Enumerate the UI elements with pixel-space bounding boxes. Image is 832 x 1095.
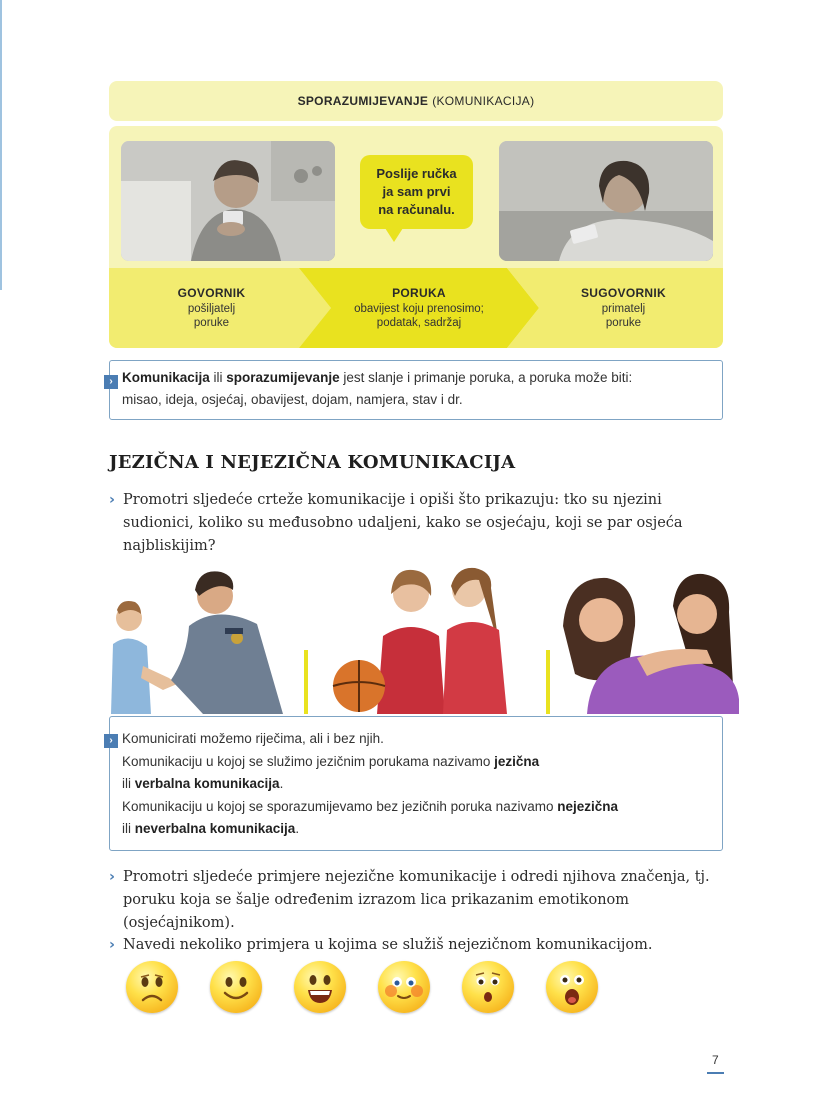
step-message-line2: podatak, sadržaj bbox=[376, 317, 462, 329]
smiling-face-icon bbox=[210, 961, 262, 1013]
speech-bubble bbox=[360, 155, 473, 229]
panel-title bbox=[109, 81, 723, 121]
bullet-own-examples bbox=[109, 934, 719, 957]
definition-text-2: jest slanje i primanje poruka, a poruka može biti: bbox=[339, 370, 633, 385]
box2-line-1: Komunicirati možemo riječima, ali i bez njih. bbox=[122, 731, 384, 746]
box2-line-3: ili bbox=[122, 776, 135, 791]
panel-title-rest: (KOMUNIKACIJA) bbox=[432, 94, 535, 108]
chevron-right-icon: › bbox=[104, 375, 118, 389]
bullet-chevron-icon: › bbox=[109, 937, 115, 953]
definition-term-1: Komunikacija bbox=[122, 370, 210, 385]
blushing-face-icon bbox=[378, 961, 430, 1013]
step-message bbox=[314, 268, 524, 348]
box2-line-5-end: . bbox=[295, 821, 300, 836]
section-heading: JEZIČNA I NEJEZIČNA KOMUNIKACIJA bbox=[109, 452, 516, 473]
definition-box bbox=[109, 360, 723, 420]
bullet-nonverbal-text: Promotri sljedeće primjere nejezične komunikacije i odredi njihova značenja, tj. poruku koja se šalje određenim izrazom lica prikazanim emotikonom (osjećajnikom). bbox=[123, 869, 710, 931]
term-jezicna: jezična bbox=[494, 753, 540, 769]
speech-bubble-tail bbox=[385, 228, 403, 242]
step-listener bbox=[524, 268, 723, 348]
sad-face-icon bbox=[126, 961, 178, 1013]
bullet-own-examples-text: Navedi nekoliko primjera u kojima se služiš nejezičnom komunikacijom. bbox=[123, 937, 653, 953]
box2-line-5: ili bbox=[122, 821, 135, 836]
surprised-face-icon bbox=[462, 961, 514, 1013]
shocked-face-icon bbox=[546, 961, 598, 1013]
bullet-observe-text: Promotri sljedeće crteže komunikacije i opiši što prikazuju: tko su njezini sudionici, koliko su međusobno udaljeni, kako se osjećaju, koji se par osjeća najbliskijim? bbox=[123, 492, 683, 554]
term-neverbalna-komunikacija: neverbalna komunikacija bbox=[134, 821, 296, 836]
definition-text-1: ili bbox=[209, 370, 227, 385]
term-verbalna-komunikacija: verbalna komunikacija bbox=[134, 776, 280, 791]
communication-photos bbox=[107, 566, 739, 714]
term-nejezicna: nejezična bbox=[557, 798, 618, 814]
bullet-chevron-icon: › bbox=[109, 869, 115, 885]
definition-term-2: sporazumijevanje bbox=[226, 370, 340, 385]
bullet-observe-drawings bbox=[109, 489, 719, 558]
step-speaker-line1: pošiljatelj bbox=[187, 303, 236, 315]
bullet-nonverbal-examples bbox=[109, 866, 719, 935]
panel-title-bold: SPORAZUMIJEVANJE bbox=[297, 94, 429, 108]
grinning-face-icon bbox=[294, 961, 346, 1013]
step-listener-line1: primatelj bbox=[601, 303, 646, 315]
hugging-photo bbox=[563, 574, 739, 714]
step-speaker bbox=[109, 268, 314, 348]
step-listener-head: SUGOVORNIK bbox=[580, 286, 666, 300]
handshake-photo bbox=[111, 571, 283, 714]
step-message-head: PORUKA bbox=[392, 286, 446, 300]
bullet-chevron-icon: › bbox=[109, 492, 115, 508]
page-number-rule bbox=[707, 1072, 724, 1074]
box2-line-3-end: . bbox=[279, 776, 284, 791]
communication-steps bbox=[109, 268, 723, 348]
page-number: 7 bbox=[712, 1053, 719, 1067]
verbal-nonverbal-text bbox=[122, 728, 714, 841]
step-message-line1: obavijest koju prenosimo; bbox=[354, 303, 484, 315]
definition-line-2: misao, ideja, osjećaj, obavijest, dojam, namjera, stav i dr. bbox=[122, 392, 463, 407]
speech-bubble-text: Poslije ručka ja sam prvi na računalu. bbox=[376, 166, 457, 217]
girls-basketball-photo bbox=[333, 568, 507, 714]
step-speaker-line2: poruke bbox=[193, 317, 230, 329]
verbal-nonverbal-box bbox=[109, 716, 723, 851]
step-speaker-head: GOVORNIK bbox=[177, 286, 246, 300]
speaker-photo bbox=[121, 141, 335, 261]
step-listener-line2: poruke bbox=[605, 317, 642, 329]
definition-text bbox=[122, 367, 714, 411]
chevron-right-icon: › bbox=[104, 734, 118, 748]
page-edge-line bbox=[0, 0, 2, 290]
listener-photo bbox=[499, 141, 713, 261]
communication-panel bbox=[109, 126, 723, 348]
box2-line-4: Komunikaciju u kojoj se sporazumijevamo bez jezičnih poruka nazivamo bbox=[122, 798, 558, 814]
box2-line-2: Komunikaciju u kojoj se služimo jezičnim porukama nazivamo bbox=[122, 753, 495, 769]
